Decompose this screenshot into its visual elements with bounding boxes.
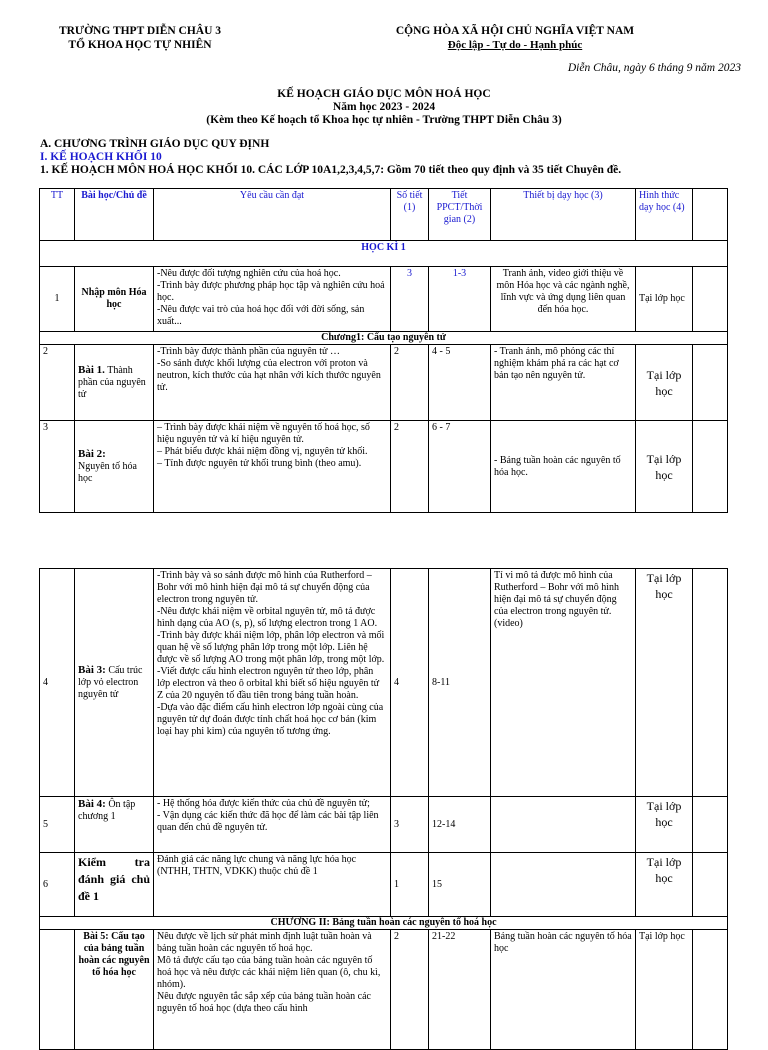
row-tt: 3 — [40, 421, 75, 513]
col-equipment: Thiết bị dạy học (3) — [491, 189, 636, 241]
row-tt: 4 — [40, 569, 75, 797]
table-header-row — [40, 189, 728, 241]
semester-row — [40, 241, 728, 267]
section-i-heading: I. KẾ HOẠCH KHỐI 10 — [40, 151, 162, 163]
country-name: CỘNG HÒA XÃ HỘI CHỦ NGHĨA VIỆT NAM — [395, 25, 635, 37]
col-lesson: Bài học/Chủ đề — [75, 189, 154, 241]
row-ppct: 15 — [429, 853, 491, 917]
school-name: TRƯỜNG THPT DIỄN CHÂU 3 — [58, 25, 222, 37]
row-tt: 1 — [40, 267, 75, 332]
national-header — [380, 24, 650, 52]
col-extra — [693, 189, 728, 241]
row-periods: 2 — [391, 421, 429, 513]
row-requirements: Nêu được về lịch sử phát minh định luật tuần hoàn và bảng tuần hoàn các nguyên tố hoá học. Mô tả được cấu tạo của bảng tuần hoàn các nguyên tố hoá học và nêu được các khái niệm liên quan (ô, chu kì, nhóm). Nêu được nguyên tắc sắp xếp của bảng tuần hoàn các nguyên tố hoá học (dựa theo cấu hình — [154, 930, 391, 1050]
row-ppct: 12-14 — [429, 797, 491, 853]
chapter-row — [40, 332, 728, 345]
row-equipment: - Tranh ảnh, mô phỏng các thí nghiệm khám phá ra các hạt cơ bản tạo nên nguyên tử. — [491, 345, 636, 421]
row-periods: 1 — [391, 853, 429, 917]
section-a-heading: A. CHƯƠNG TRÌNH GIÁO DỤC QUY ĐỊNH — [40, 138, 270, 150]
chapter-row — [40, 917, 728, 930]
table-row — [40, 853, 728, 917]
row-lesson: Bài 2: Nguyên tố hóa học — [75, 421, 154, 513]
row-tt — [40, 930, 75, 1050]
row-requirements: -Nêu được đối tượng nghiên cứu của hoá học. -Trình bày được phương pháp học tập và nghiên cứu hoá học. -Nêu được vai trò của hoá học đối với đời sống, sản xuất... — [154, 267, 391, 332]
table-row — [40, 930, 728, 1050]
row-ppct: 4 - 5 — [429, 345, 491, 421]
row-equipment: Bảng tuần hoàn các nguyên tố hóa học — [491, 930, 636, 1050]
row-lesson: Bài 3: Cấu trúc lớp vỏ electron nguyên tử — [75, 569, 154, 797]
row-periods: 2 — [391, 345, 429, 421]
row-form: Tại lớp học — [636, 421, 693, 513]
row-requirements: -Trình bày và so sánh được mô hình của Rutherford – Bohr với mô hình hiện đại mô tả sự chuyển động của electron trong nguyên tử. -Nêu được khái niệm về orbital nguyên tử, mô tả được hình dạng của AO (s, p), số lượng electron trong 1 AO. -Trình bày được khái niệm lớp, phân lớp electron và mối quan hệ về số lượng phân lớp trong một lớp. Liên hệ được về số lượng AO trong một phân lớp, trong một lớp. -Viết được cấu hình electron nguyên tử theo lớp, phân lớp electron và theo ô orbital khi biết số hiệu nguyên tử Z của 20 nguyên tố đầu tiên trong bảng tuần hoàn. -Dựa vào đặc điểm cấu hình electron lớp ngoài cùng của nguyên tử dự đoán được tính chất hoá học cơ bản (kim loại hay phi kim) của nguyên tố tương ứng. — [154, 569, 391, 797]
table-row — [40, 345, 728, 421]
row-requirements: -Trình bày được thành phần của nguyên tử … -So sánh được khối lượng của electron với proton và neutron, kích thước của hạt nhân với kích thước nguyên tử. — [154, 345, 391, 421]
row-periods: 4 — [391, 569, 429, 797]
table-row — [40, 797, 728, 853]
col-requirements: Yêu cầu cần đạt — [154, 189, 391, 241]
row-form: Tại lớp học — [636, 345, 693, 421]
row-periods: 3 — [391, 267, 429, 332]
table-row — [40, 569, 728, 797]
row-form: Tại lớp học — [636, 797, 693, 853]
row-equipment — [491, 797, 636, 853]
section-1-heading: 1. KẾ HOẠCH MÔN HOÁ HỌC KHỐI 10. CÁC LỚP 10A1,2,3,4,5,7: Gồm 70 tiết theo quy định và 35 tiết Chuyên đề. — [40, 164, 622, 176]
row-equipment: Tranh ảnh, video giới thiệu về môn Hóa học và các ngành nghề, lĩnh vực và ứng dụng liên quan đến hóa học. — [491, 267, 636, 332]
row-requirements: Đánh giá các năng lực chung và năng lực hóa học (NTHH, THTN, VDKK) thuộc chủ đề 1 — [154, 853, 391, 917]
row-ppct: 1-3 — [429, 267, 491, 332]
document-title: KẾ HOẠCH GIÁO DỤC MÔN HOÁ HỌC — [277, 88, 491, 100]
col-form: Hình thức dạy học (4) — [636, 189, 693, 241]
row-lesson: Bài 4: Ôn tập chương 1 — [75, 797, 154, 853]
col-periods: Số tiết (1) — [391, 189, 429, 241]
row-tt: 5 — [40, 797, 75, 853]
row-ppct: 21-22 — [429, 930, 491, 1050]
row-form: Tại lớp học — [636, 569, 693, 797]
row-form: Tại lớp học — [636, 853, 693, 917]
row-tt: 2 — [40, 345, 75, 421]
col-ppct: Tiết PPCT/Thời gian (2) — [429, 189, 491, 241]
department-name: TỔ KHOA HỌC TỰ NHIÊN — [68, 39, 212, 51]
semester-label: HỌC KÌ 1 — [40, 241, 728, 267]
document-note: (Kèm theo Kế hoạch tổ Khoa học tự nhiên - Trường THPT Diễn Châu 3) — [206, 114, 562, 126]
row-form: Tại lớp học — [636, 930, 693, 1050]
row-ppct: 6 - 7 — [429, 421, 491, 513]
row-lesson: Nhập môn Hóa học — [75, 267, 154, 332]
table-row — [40, 421, 728, 513]
table-row — [40, 267, 728, 332]
row-tt: 6 — [40, 853, 75, 917]
row-equipment — [491, 853, 636, 917]
row-requirements: - Hệ thống hóa được kiến thức của chủ đề nguyên tử; - Vận dụng các kiến thức đã học để làm các bài tập liên quan đến chủ đề nguyên tử. — [154, 797, 391, 853]
chapter-1-title: Chương1: Cấu tạo nguyên tử — [40, 332, 728, 345]
row-lesson: Bài 1. Thành phần của nguyên tử — [75, 345, 154, 421]
row-lesson: Bài 5: Cấu tạo của bảng tuần hoàn các nguyên tố hóa học — [75, 930, 154, 1050]
chapter-2-title: CHƯƠNG II: Bảng tuần hoàn các nguyên tố hoá học — [40, 917, 728, 930]
col-tt: TT — [40, 189, 75, 241]
plan-table-part2 — [39, 568, 728, 1050]
document-date: Diễn Châu, ngày 6 tháng 9 năm 2023 — [567, 62, 741, 74]
row-form: Tại lớp học — [636, 267, 693, 332]
plan-table-part1 — [39, 188, 728, 513]
school-header — [40, 24, 240, 52]
row-lesson: Kiểm tra đánh giá chủ đề 1 — [75, 853, 154, 917]
row-ppct: 8-11 — [429, 569, 491, 797]
row-periods: 2 — [391, 930, 429, 1050]
row-equipment: - Bảng tuần hoàn các nguyên tố hóa học. — [491, 421, 636, 513]
school-year: Năm học 2023 - 2024 — [332, 101, 436, 113]
row-periods: 3 — [391, 797, 429, 853]
row-equipment: Tỉ vi mô tả được mô hình của Rutherford – Bohr với mô hình hiện đại mô tả sự chuyển động của electron trong nguyên tử.(video) — [491, 569, 636, 797]
national-motto: Độc lập - Tự do - Hạnh phúc — [447, 39, 583, 51]
row-requirements: – Trình bày được khái niệm về nguyên tố hoá học, số hiệu nguyên tử và kí hiệu nguyên tử. – Phát biểu được khái niệm đồng vị, nguyên tử khối. – Tính được nguyên tử khối trung bình (theo amu). — [154, 421, 391, 513]
